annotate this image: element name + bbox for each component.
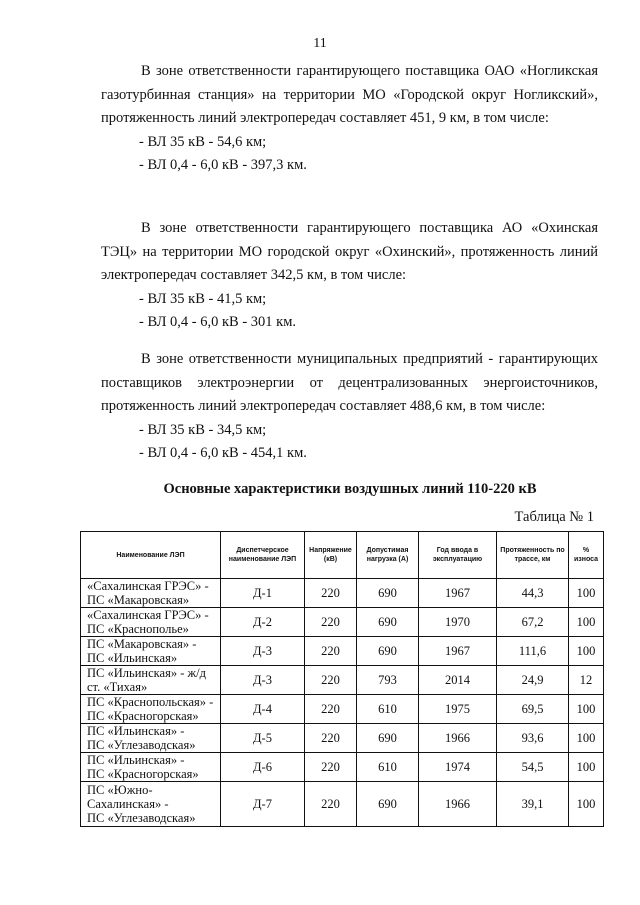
- text-block-okha: [101, 217, 598, 335]
- column-header: Допустимая нагрузка (А): [357, 532, 419, 579]
- load-cell: 690: [357, 579, 419, 608]
- length-cell: 67,2: [497, 608, 569, 637]
- load-cell: 793: [357, 666, 419, 695]
- line-name-cell: [81, 608, 221, 637]
- text-block-municipal: [101, 348, 598, 466]
- line-name-part: «Сахалинская ГРЭС» -: [87, 579, 209, 593]
- dispatch-code-cell: Д-7: [221, 782, 305, 827]
- length-cell: 54,5: [497, 753, 569, 782]
- line-name-part: ПС «Ильинская»: [87, 651, 178, 665]
- line-name-part: «Сахалинская ГРЭС» -: [87, 608, 209, 622]
- voltage-cell: 220: [305, 666, 357, 695]
- year-cell: 2014: [419, 666, 497, 695]
- dispatch-code-cell: Д-3: [221, 666, 305, 695]
- year-cell: 1974: [419, 753, 497, 782]
- line-name-part: ПС «Ильинская» -: [87, 724, 185, 738]
- year-cell: 1970: [419, 608, 497, 637]
- column-header: Год ввода в эксплуатацию: [419, 532, 497, 579]
- wear-cell: 100: [569, 637, 604, 666]
- year-cell: 1966: [419, 724, 497, 753]
- dispatch-code-cell: Д-6: [221, 753, 305, 782]
- wear-cell: 100: [569, 695, 604, 724]
- list-item: - ВЛ 0,4 - 6,0 кВ - 301 км.: [139, 314, 297, 330]
- voltage-cell: 220: [305, 608, 357, 637]
- paragraph-nogliki: В зоне ответственности гарантирующего поставщика ОАО «Ногликская газотурбинная станция» на территории МО «Городской округ Ногликский», протяженность линий электропередач составляет 451, 9 км, в том числе:: [101, 63, 598, 126]
- line-name-cell: [81, 695, 221, 724]
- year-cell: 1967: [419, 579, 497, 608]
- load-cell: 610: [357, 753, 419, 782]
- line-name-cell: [81, 666, 221, 695]
- wear-cell: 100: [569, 782, 604, 827]
- list-item: - ВЛ 0,4 - 6,0 кВ - 397,3 км.: [139, 157, 307, 173]
- length-cell: 69,5: [497, 695, 569, 724]
- length-cell: 24,9: [497, 666, 569, 695]
- table-header-row: [81, 532, 604, 579]
- line-name-cell: [81, 724, 221, 753]
- load-cell: 690: [357, 782, 419, 827]
- line-name-part: ПС «Углезаводская»: [87, 738, 196, 752]
- text-block-nogliki: [101, 60, 598, 178]
- wear-cell: 100: [569, 608, 604, 637]
- dispatch-code-cell: Д-5: [221, 724, 305, 753]
- line-name-part: ПС «Углезаводская»: [87, 811, 196, 825]
- load-cell: 610: [357, 695, 419, 724]
- wear-cell: 100: [569, 579, 604, 608]
- table-row: [81, 695, 604, 724]
- length-cell: 39,1: [497, 782, 569, 827]
- voltage-cell: 220: [305, 782, 357, 827]
- dispatch-code-cell: Д-1: [221, 579, 305, 608]
- line-name-part: ПС «Макаровская»: [87, 593, 190, 607]
- line-name-part: ПС «Ильинская» -: [87, 753, 185, 767]
- page-number: 11: [313, 36, 327, 51]
- voltage-cell: 220: [305, 724, 357, 753]
- length-cell: 111,6: [497, 637, 569, 666]
- paragraph-okha: В зоне ответственности гарантирующего поставщика АО «Охинская ТЭЦ» на территории МО городской округ «Охинский», протяженность линий электропередач составляет 342,5 км, в том числе:: [101, 220, 598, 283]
- load-cell: 690: [357, 724, 419, 753]
- line-name-part: ПС «Краснопольская» -: [87, 695, 214, 709]
- table-row: [81, 608, 604, 637]
- table-row: [81, 579, 604, 608]
- list-item: - ВЛ 35 кВ - 41,5 км;: [139, 290, 267, 307]
- table-row: [81, 637, 604, 666]
- dispatch-code-cell: Д-2: [221, 608, 305, 637]
- wear-cell: 100: [569, 753, 604, 782]
- wear-cell: 100: [569, 724, 604, 753]
- line-name-part: ПС «Ильинская» - ж/д: [87, 666, 206, 680]
- table-row: [81, 724, 604, 753]
- list-item: - ВЛ 0,4 - 6,0 кВ - 454,1 км.: [139, 445, 307, 461]
- list-item: - ВЛ 35 кВ - 34,5 км;: [139, 421, 267, 438]
- line-name-part: ст. «Тихая»: [87, 680, 148, 694]
- wear-cell: 12: [569, 666, 604, 695]
- dispatch-code-cell: Д-3: [221, 637, 305, 666]
- power-lines-table: [80, 531, 604, 827]
- voltage-cell: 220: [305, 753, 357, 782]
- column-header: Диспетчерское наименование ЛЭП: [221, 532, 305, 579]
- column-header: Наименование ЛЭП: [81, 532, 221, 579]
- line-name-part: ПС «Краснополье»: [87, 622, 189, 636]
- column-header: Напряжение (кВ): [305, 532, 357, 579]
- line-name-part: ПС «Южно-: [87, 783, 153, 797]
- year-cell: 1967: [419, 637, 497, 666]
- voltage-cell: 220: [305, 695, 357, 724]
- paragraph-municipal: В зоне ответственности муниципальных предприятий - гарантирующих поставщиков электроэнергии от децентрализованных энергоисточников, протяженность линий электропередач составляет 488,6 км, в том числе:: [101, 351, 598, 414]
- voltage-cell: 220: [305, 579, 357, 608]
- table-title: Основные характеристики воздушных линий 110-220 кВ: [163, 481, 537, 497]
- line-name-part: ПС «Красногорская»: [87, 709, 199, 723]
- line-name-cell: [81, 753, 221, 782]
- load-cell: 690: [357, 608, 419, 637]
- length-cell: 93,6: [497, 724, 569, 753]
- line-name-cell: [81, 637, 221, 666]
- line-name-part: ПС «Макаровская» -: [87, 637, 197, 651]
- year-cell: 1975: [419, 695, 497, 724]
- line-name-part: ПС «Красногорская»: [87, 767, 199, 781]
- column-header: Протяженность по трассе, км: [497, 532, 569, 579]
- column-header: % износа: [569, 532, 604, 579]
- table-row: [81, 782, 604, 827]
- line-name-cell: [81, 579, 221, 608]
- year-cell: 1966: [419, 782, 497, 827]
- length-cell: 44,3: [497, 579, 569, 608]
- line-name-part: Сахалинская» -: [87, 797, 169, 811]
- voltage-cell: 220: [305, 637, 357, 666]
- table-row: [81, 666, 604, 695]
- load-cell: 690: [357, 637, 419, 666]
- dispatch-code-cell: Д-4: [221, 695, 305, 724]
- table-number-label: Таблица № 1: [514, 509, 594, 525]
- list-item: - ВЛ 35 кВ - 54,6 км;: [139, 133, 267, 150]
- line-name-cell: [81, 782, 221, 827]
- table-row: [81, 753, 604, 782]
